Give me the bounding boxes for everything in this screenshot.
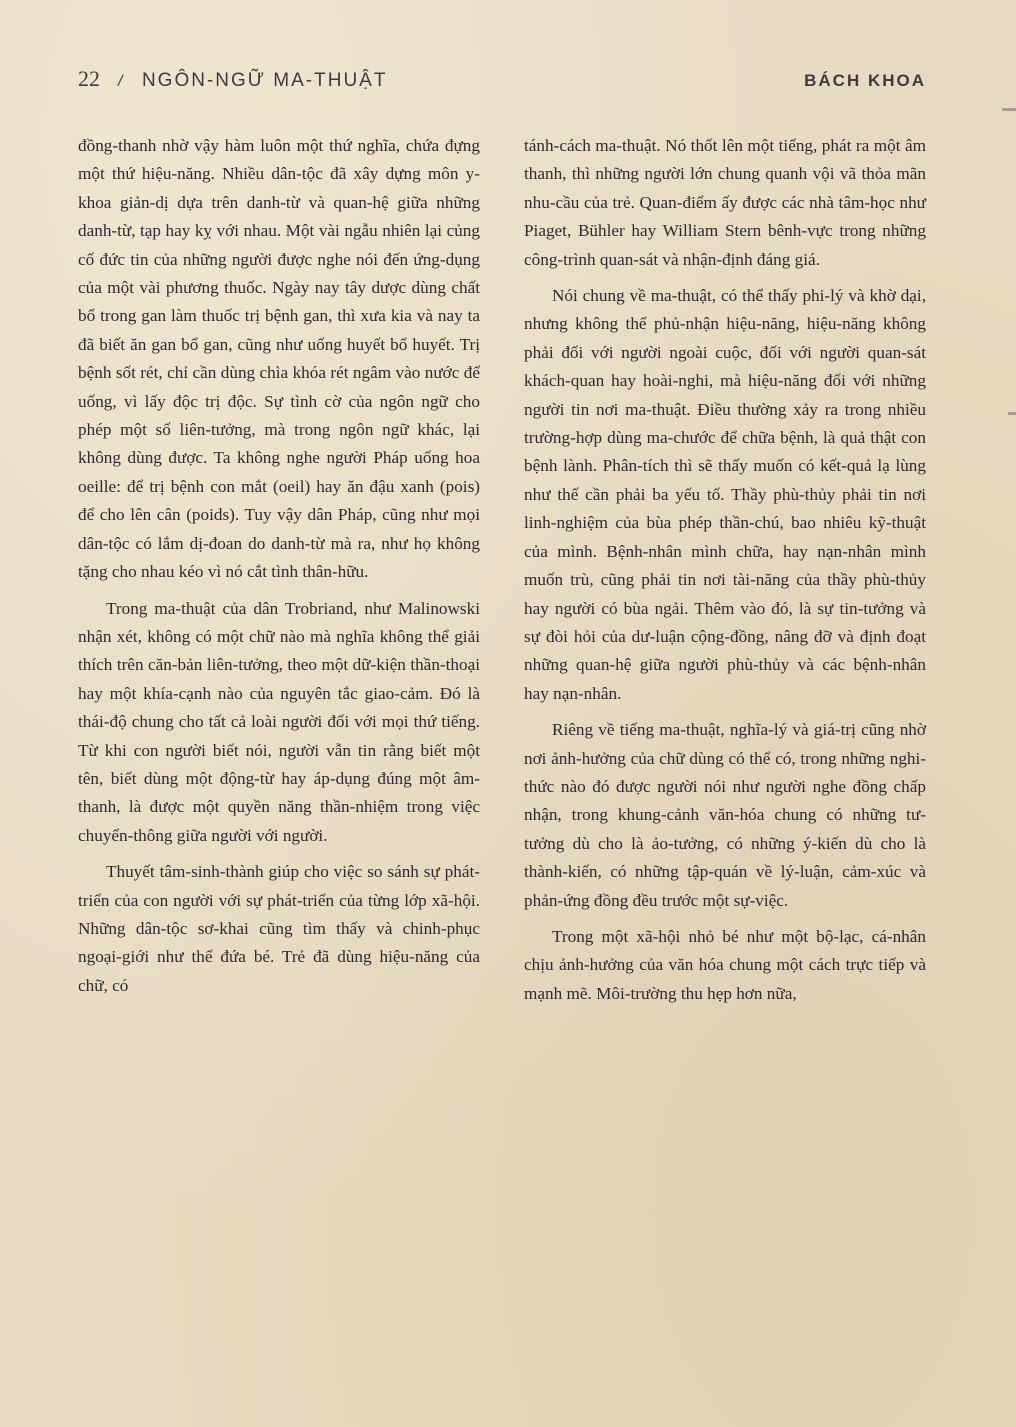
paragraph: Thuyết tâm-sinh-thành giúp cho việc so sánh sự phát-triển của con người với sự phát-triển của từng lớp xã-hội. Những dân-tộc sơ-khai cũng tìm thấy và chinh-phục ngoại-giới như thể đứa bé. Trẻ đã dùng hiệu-năng của chữ, có [78,862,480,995]
paragraph: tánh-cách ma-thuật. Nó thốt lên một tiếng, phát ra một âm thanh, thì những người lớn chung quanh vội vã thỏa mãn nhu-cầu của trẻ. Quan-điểm ấy được các nhà tâm-học như Piaget, Bühler hay William Stern bênh-vực trong những công-trình quan-sát và nhận-định đáng giá. [524,136,926,269]
paragraph: Riêng về tiếng ma-thuật, nghĩa-lý và giá-trị cũng nhờ nơi ảnh-hưởng của chữ dùng có thể có, trong những nghi-thức nào đó được người nói như người nghe đồng chấp nhận, trong khung-cảnh văn-hóa chung có những tư-tưởng dù cho là ảo-tưởng, có những ý-kiến dù cho là thành-kiến, có những tập-quán về lý-luận, cảm-xúc và phản-ứng đồng đều trước một sự-việc. [524,720,926,910]
paragraph: Trong một xã-hội nhỏ bé như một bộ-lạc, cá-nhân chịu ảnh-hưởng của văn hóa chung một cách trực tiếp và mạnh mẽ. Môi-trường thu hẹp hơn nữa, [524,926,926,1003]
journal-name: BÁCH KHOA [804,71,926,90]
left-column [78,132,480,1014]
page-edge-mark [1002,108,1016,111]
page-header [78,66,926,106]
section-title: NGÔN-NGỮ MA-THUẬT [141,70,388,91]
right-column [524,132,926,1014]
paragraph: đồng-thanh nhờ vậy hàm luôn một thứ nghĩa, chứa đựng một thứ hiệu-năng. Nhiều dân-tộc đã xây dựng môn y-khoa giản-dị dựa trên danh-từ và quan-hệ giữa những danh-từ, tạp hay kỵ với nhau. Một vài ngẫu nhiên lại củng cố đức tin của những người được nghe nói đến ứng-dụng của một vài phương thuốc. Ngày nay tây dược dùng chất bổ trong gan làm thuốc trị bệnh gan, thì xưa kia và nay ta đã biết ăn gan bổ gan, cũng như uống huyết bổ huyết. Trị bệnh sốt rét, chỉ cần dùng chìa khóa rét ngâm vào nước để uống, vì lấy độc trị độc. Sự tình cờ của ngôn ngữ cho phép một số liên-tưởng, mà trong ngôn ngữ khác, lại không dùng được. Ta không nghe người Pháp uống hoa oeille: để trị bệnh con mắt (oeil) hay ăn đậu xanh (pois) để cho lên cân (poids). Tuy vậy dân Pháp, cũng như mọi dân-tộc có lắm dị-đoan do danh-từ mà ra, như họ không tặng cho nhau kéo vì nó cắt tình thân-hữu. [78,136,480,582]
header-separator: / [118,73,124,90]
header-left [78,66,387,92]
text-columns [78,132,926,1014]
page-edge-mark [1008,412,1016,415]
page-number: 22 [78,66,100,91]
paragraph: Nói chung về ma-thuật, có thể thấy phi-lý và khờ dại, nhưng không thể phủ-nhận hiệu-năng, hiệu-năng không phải đối với người ngoài cuộc, đối với người quan-sát khách-quan hay hoài-nghi, mà hiệu-năng đối với những người tin nơi ma-thuật. Điều thường xảy ra trong nhiều trường-hợp dùng ma-chước để chữa bệnh, là quả thật con bệnh lành. Phân-tích thì sẽ thấy muốn có kết-quả lạ lùng như thế cần phải ba yếu tố. Thầy phù-thủy phải tin nơi linh-nghiệm của bùa phép thần-chú, bao nhiêu kỹ-thuật của mình. Bệnh-nhân mình chữa, hay nạn-nhân mình muốn trù, cũng phải tin nơi tài-năng của thầy phù-thủy hay người có bùa ngải. Thêm vào đó, là sự tin-tưởng và sự đòi hỏi của dư-luận cộng-đồng, nâng đỡ và định đoạt những quan-hệ giữa người phù-thủy và các bệnh-nhân hay nạn-nhân. [524,286,926,703]
paragraph: Trong ma-thuật của dân Trobriand, như Malinowski nhận xét, không có một chữ nào mà nghĩa không thể giải thích trên căn-bản liên-tưởng, theo một dữ-kiện thần-thoại hay một khía-cạnh nào của nguyên tắc giao-cảm. Đó là thái-độ chung cho tất cả loài người đối với mọi thứ tiếng. Từ khi con người biết nói, người vẫn tin rằng biết một tên, biết dùng một động-từ hay áp-dụng đúng một âm-thanh, là được một quyền năng thần-nhiệm trong việc chuyển-thông giữa người với người. [78,598,480,845]
